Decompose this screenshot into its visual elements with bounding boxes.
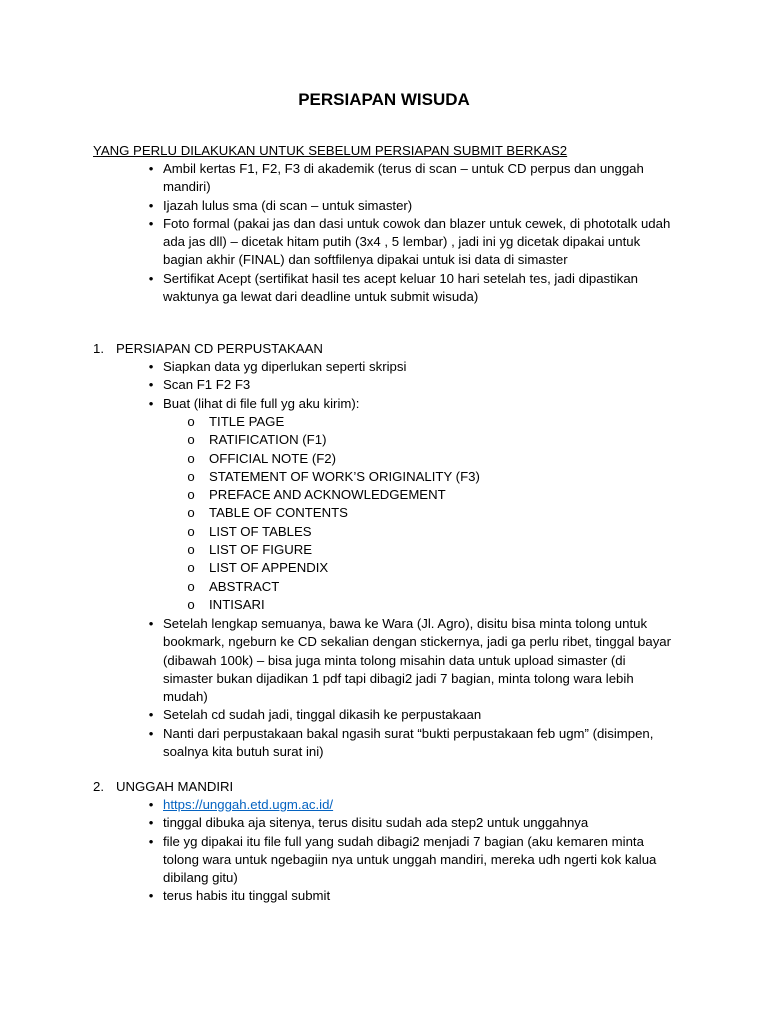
list-item — [0, 395, 677, 413]
sub-list-item-text: ABSTRACT — [209, 578, 280, 594]
sub-list-item-text: LIST OF APPENDIX — [209, 560, 329, 576]
list-item-text: Setelah cd sudah jadi, tinggal dikasih ke perpustakaan — [163, 707, 482, 723]
bullet-icon: • — [148, 377, 154, 393]
list-item — [0, 160, 677, 197]
list-item-text: Scan F1 F2 F3 — [163, 377, 251, 393]
sub-list-item-text: LIST OF FIGURE — [209, 542, 313, 558]
bullet-icon: • — [148, 707, 154, 723]
list-item — [0, 887, 677, 905]
bullet-icon: • — [148, 815, 154, 831]
section-1-sublist — [0, 413, 768, 614]
circle-bullet-icon: o — [187, 468, 195, 484]
unggah-link[interactable]: https://unggah.etd.ugm.ac.id/ — [163, 797, 334, 812]
section-1-list — [0, 358, 768, 413]
bullet-icon: • — [148, 888, 154, 904]
sub-list-item — [0, 523, 679, 541]
sub-list-item-text: INTISARI — [209, 596, 265, 612]
circle-bullet-icon: o — [187, 596, 195, 612]
sub-list-item — [0, 450, 679, 468]
list-item-text: Sertifikat Acept (sertifikat hasil tes acept keluar 10 hari setelah tes, jadi dipastikan waktunya ga lewat dari deadline untuk submit wisuda) — [163, 270, 638, 305]
section-1-list-continued — [0, 615, 768, 761]
sub-list-item — [0, 541, 679, 559]
sub-list-item — [0, 504, 679, 522]
list-item — [0, 270, 677, 307]
bullet-icon: • — [148, 215, 154, 231]
section-2-heading — [93, 778, 233, 796]
section-number: 2. — [93, 779, 104, 794]
section-1-heading — [93, 340, 323, 358]
section-title: PERSIAPAN CD PERPUSTAKAAN — [116, 341, 323, 356]
page-title: PERSIAPAN WISUDA — [298, 90, 470, 109]
sub-list-item — [0, 468, 679, 486]
bullet-icon: • — [148, 359, 154, 374]
sub-list-item-text: TITLE PAGE — [209, 414, 285, 429]
bullet-icon: • — [148, 833, 154, 849]
sub-list-item-text: OFFICIAL NOTE (F2) — [209, 450, 336, 466]
sub-list-item-text: PREFACE AND ACKNOWLEDGEMENT — [209, 487, 446, 503]
sub-list-item — [0, 486, 679, 504]
list-item-text: tinggal dibuka aja sitenya, terus disitu sudah ada step2 untuk unggahnya — [163, 815, 589, 831]
list-item — [0, 706, 677, 724]
list-item-text: Ambil kertas F1, F2, F3 di akademik (terus di scan – untuk CD perpus dan unggah mandiri) — [163, 161, 644, 195]
sub-list-item-text: TABLE OF CONTENTS — [209, 505, 348, 521]
list-item — [0, 833, 677, 888]
intro-heading: YANG PERLU DILAKUKAN UNTUK SEBELUM PERSIAPAN SUBMIT BERKAS2 — [93, 143, 568, 158]
circle-bullet-icon: o — [187, 560, 195, 576]
circle-bullet-icon: o — [187, 487, 195, 503]
bullet-icon: • — [148, 616, 154, 631]
list-item-text: Siapkan data yg diperlukan seperti skripsi — [163, 359, 407, 374]
section-title: UNGGAH MANDIRI — [116, 779, 234, 794]
intro-list — [0, 160, 768, 306]
bullet-icon: • — [148, 197, 154, 213]
list-item-text: file yg dipakai itu file full yang sudah dibagi2 menjadi 7 bagian (aku kemaren minta tolong wara untuk ngebagiin nya untuk unggah mandiri, mereka udh ngerti kok kalua dibilang gitu) — [163, 833, 657, 886]
list-item-text: Setelah lengkap semuanya, bawa ke Wara (Jl. Agro), disitu bisa minta tolong untuk bookmark, ngeburn ke CD sekalian dengan stickernya, jadi ga perlu ribet, tinggal bayar (dibawah 100k) – bisa juga minta tolong misahin data untuk upload simaster (di simaster bukan dijadikan 1 pdf tapi dibagi2 jadi 7 bagian, minta tolong wara lebih mudah) — [163, 616, 672, 705]
list-item-text: Nanti dari perpustakaan bakal ngasih surat “bukti perpustakaan feb ugm” (disimpen, soalnya kita butuh surat ini) — [163, 725, 654, 760]
sub-list-item-text: LIST OF TABLES — [209, 523, 312, 539]
list-item — [0, 725, 677, 762]
section-2-list — [0, 796, 768, 906]
circle-bullet-icon: o — [187, 432, 195, 448]
circle-bullet-icon: o — [187, 578, 195, 594]
sub-list-item-text: RATIFICATION (F1) — [209, 432, 327, 448]
bullet-icon: • — [148, 725, 154, 741]
bullet-icon: • — [148, 797, 154, 812]
circle-bullet-icon: o — [187, 414, 195, 429]
section-number: 1. — [93, 341, 104, 356]
circle-bullet-icon: o — [187, 450, 195, 466]
list-item — [0, 796, 677, 814]
list-item-text: Foto formal (pakai jas dan dasi untuk cowok dan blazer untuk cewek, di phototalk udah ada jas dll) – dicetak hitam putih (3x4 , 5 lembar) , jadi ini yg dicetak dipakai untuk bagian akhir (FINAL) dan softfilenya dipakai untuk isi data di simaster — [163, 215, 671, 268]
list-item-text: Buat (lihat di file full yg aku kirim): — [163, 395, 360, 411]
circle-bullet-icon: o — [187, 542, 195, 558]
sub-list-item — [0, 596, 679, 614]
sub-list-item — [0, 578, 679, 596]
list-item — [0, 215, 677, 270]
list-item-text: Ijazah lulus sma (di scan – untuk simaster) — [163, 197, 413, 213]
sub-list-item-text: STATEMENT OF WORK’S ORIGINALITY (F3) — [209, 468, 480, 484]
sub-list-item — [0, 413, 679, 431]
sub-list-item — [0, 559, 679, 577]
bullet-icon: • — [148, 395, 154, 411]
bullet-icon: • — [148, 270, 154, 286]
sub-list-item — [0, 431, 679, 449]
list-item — [0, 197, 677, 215]
list-item — [0, 814, 677, 832]
circle-bullet-icon: o — [187, 505, 195, 521]
list-item — [0, 615, 677, 706]
bullet-icon: • — [148, 161, 154, 176]
circle-bullet-icon: o — [187, 523, 195, 539]
list-item — [0, 376, 677, 394]
list-item — [0, 358, 677, 376]
list-item-text: terus habis itu tinggal submit — [163, 888, 331, 904]
